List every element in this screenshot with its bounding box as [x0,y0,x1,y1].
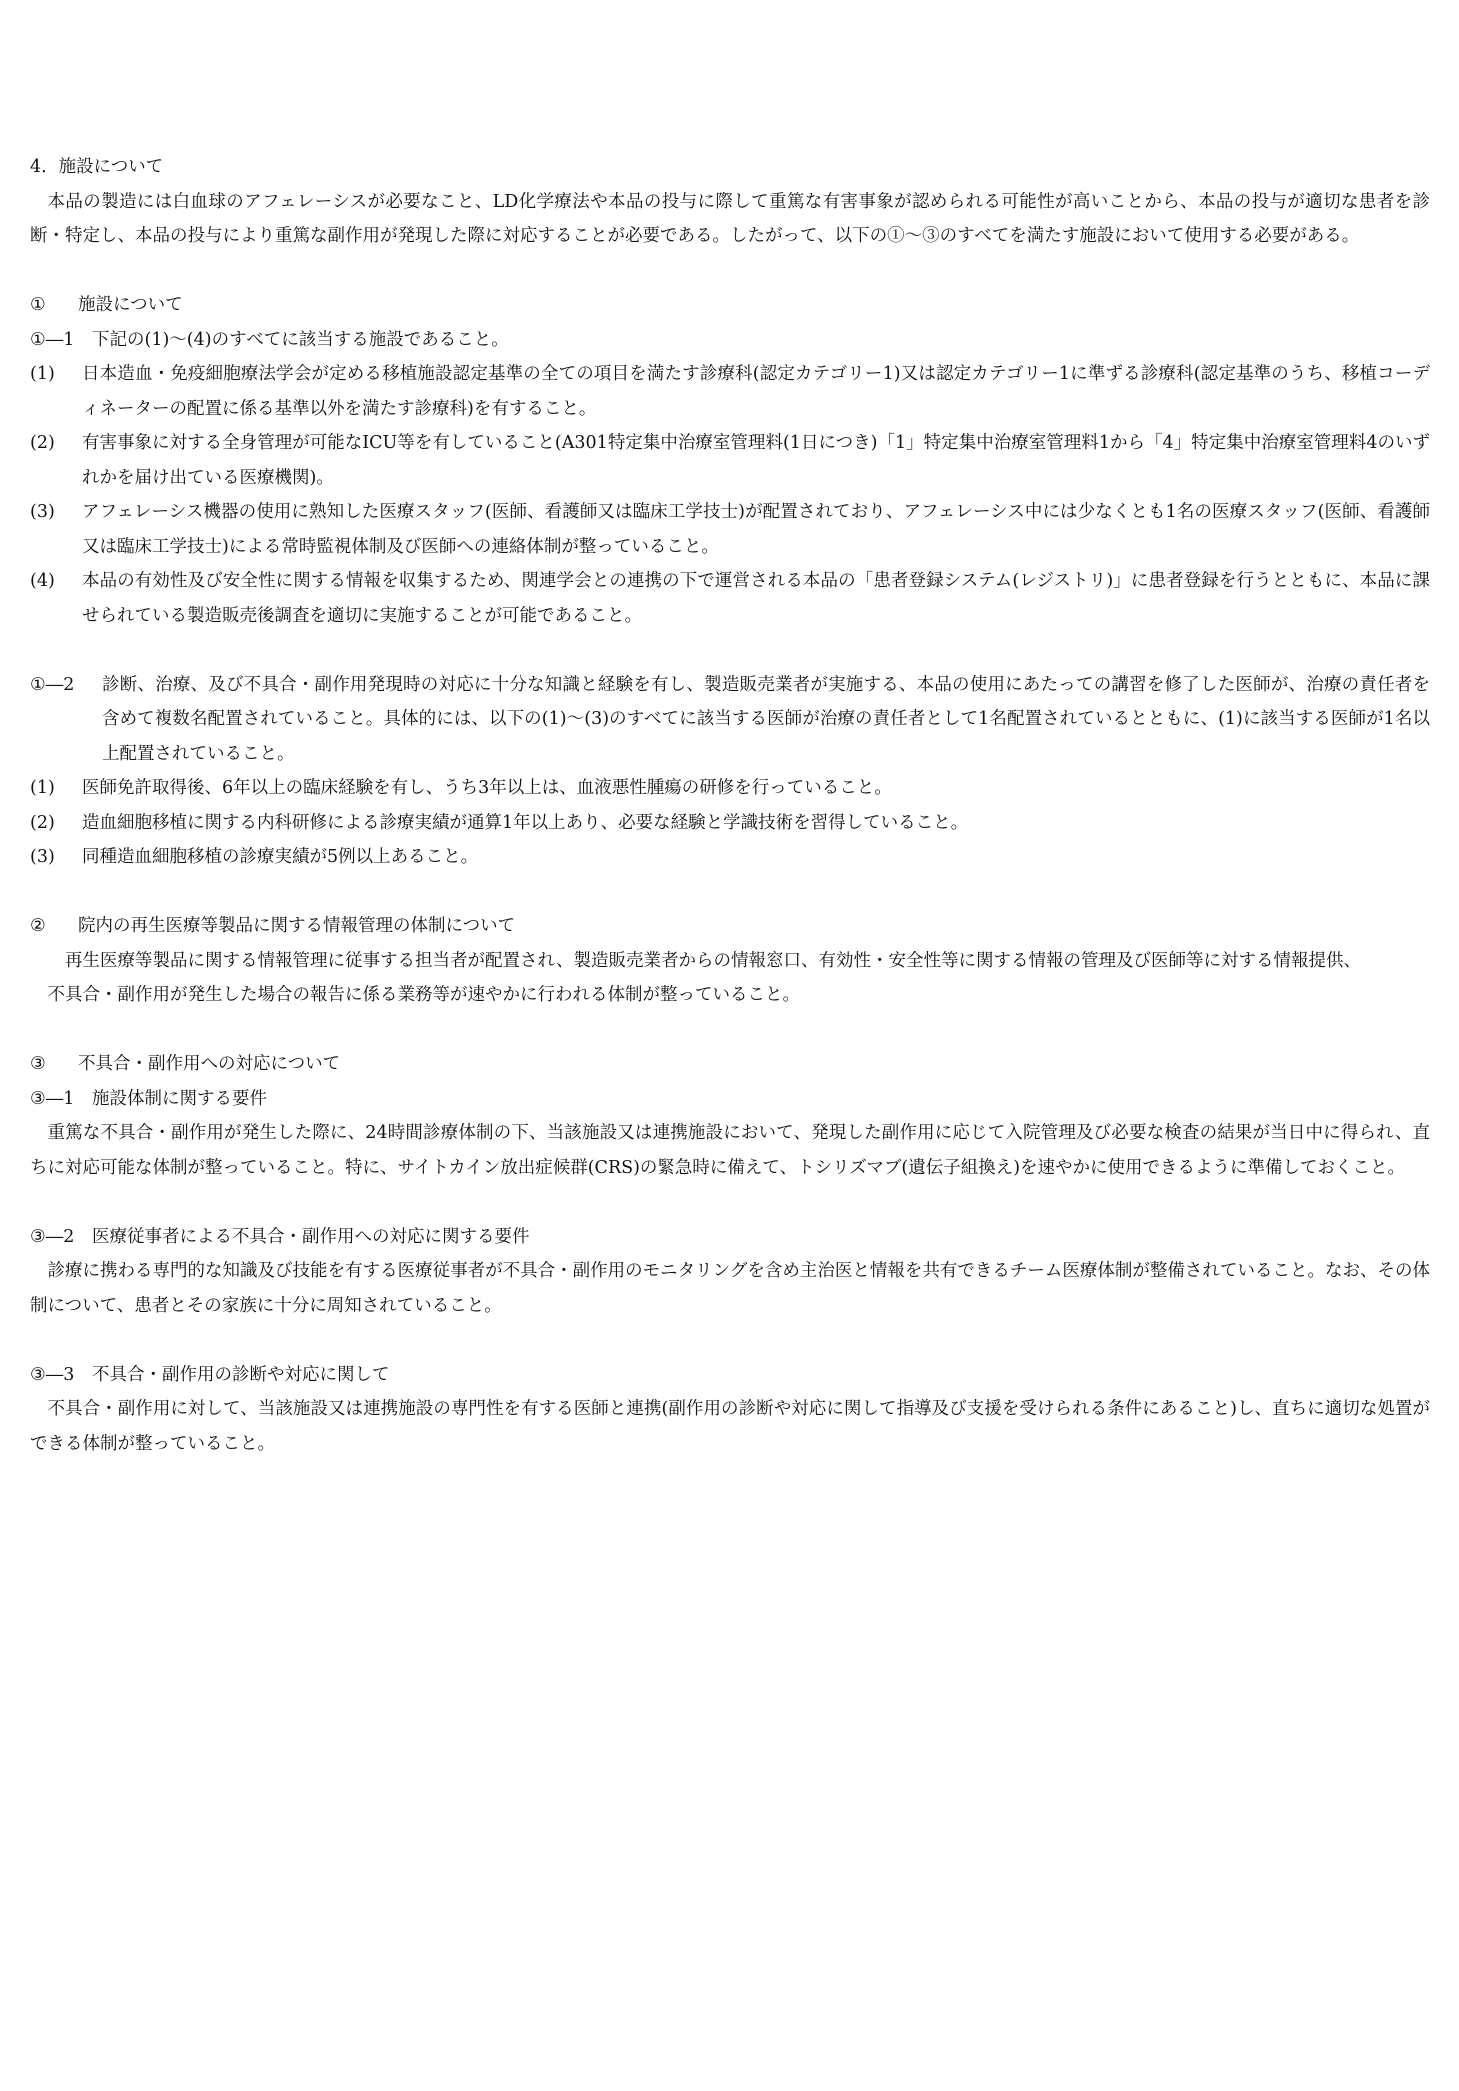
list-item [30,564,1430,633]
list-item-number: (3) [30,847,55,867]
subsection-3-3-title: 不具合・副作用の診断や対応に関して [92,1364,390,1385]
list-item-number: (2) [30,812,55,833]
list-item-text: 本品の有効性及び安全性に関する情報を収集するため、関連学会との連携の下で運営される本品の「患者登録システム(レジストリ)」に患者登録を行うとともに、本品に課せられている製造販売後調査を適切に実施することが可能であること。 [82,571,1430,626]
subsection-1-1-title: 下記の(1)～(4)のすべてに該当する施設であること。 [92,329,509,350]
subsection-1-1-heading [30,323,1430,358]
subsection-3-1-title: 施設体制に関する要件 [92,1088,267,1109]
subsection-1-2-title: 診断、治療、及び不具合・副作用発現時の対応に十分な知識と経験を有し、製造販売業者が実施する、本品の使用にあたっての講習を修了した医師が、治療の責任者を含めて複数名配置されていること。具体的には、以下の(1)～(3)のすべてに該当する医師が治療の責任者として1名配置されているとともに、(1)に該当する医師が1名以上配置されていること。 [102,674,1430,764]
spacer [30,1323,1430,1358]
section-2-body-line-2: 不具合・副作用が発生した場合の報告に係る業務等が速やかに行われる体制が整っていること。 [47,985,800,1005]
subsection-3-1-body: 重篤な不具合・副作用が発生した際に、24時間診療体制の下、当該施設又は連携施設において、発現した副作用に応じて入院管理及び必要な検査の結果が当日中に得られ、直ちに対応可能な体制が整っていること。特に、サイトカイン放出症候群(CRS)の緊急時に備えて、トシリズマブ(遺伝子組換え)を速やかに使用できるように準備しておくこと。 [30,1123,1430,1178]
section-1-title: 施設について [78,295,183,315]
list-item-text: 同種造血細胞移植の診療実績が5例以上あること。 [82,847,479,867]
subsection-1-2-heading [30,668,1430,772]
list-item [30,806,1430,841]
section-3-title: 不具合・副作用への対応について [78,1054,341,1074]
subsection-3-1-number: ③―1 [30,1088,75,1109]
spacer [30,254,1430,289]
subsection-3-2-number: ③―2 [30,1226,75,1247]
subsection-3-3-number: ③―3 [30,1364,75,1385]
intro-paragraph: 本品の製造には白血球のアフェレーシスが必要なこと、LD化学療法や本品の投与に際して重篤な有害事象が認められる可能性が高いことから、本品の投与が適切な患者を診断・特定し、本品の投与により重篤な副作用が発現した際に対応することが必要である。したがって、以下の①～③のすべてを満たす施設において使用する必要がある。 [30,191,1430,246]
list-item-text: 医師免許取得後、6年以上の臨床経験を有し、うち3年以上は、血液悪性腫瘍の研修を行っていること。 [82,778,892,798]
section-2-heading [30,909,1430,944]
section-2-title: 院内の再生医療等製品に関する情報管理の体制について [78,916,516,936]
list-item [30,357,1430,426]
subsection-1-2-number: ①―2 [30,674,75,695]
subsection-3-2-body: 診療に携わる専門的な知識及び技能を有する医療従事者が不具合・副作用のモニタリングを含め主治医と情報を共有できるチーム医療体制が整備されていること。なお、その体制について、患者とその家族に十分に周知されていること。 [30,1261,1430,1316]
subsection-3-3-heading [30,1358,1430,1393]
list-item [30,840,1430,875]
list-item-text: 日本造血・免疫細胞療法学会が定める移植施設認定基準の全ての項目を満たす診療科(認定カテゴリー1)又は認定カテゴリー1に準ずる診療科(認定基準のうち、移植コーディネーターの配置に係る基準以外を満たす診療科)を有すること。 [82,364,1430,419]
list-item [30,495,1430,564]
section-2-number: ② [30,916,46,936]
subsection-3-1-heading [30,1082,1430,1117]
section-3-heading [30,1047,1430,1082]
subsection-1-1-number: ①―1 [30,329,75,350]
section-1-heading [30,288,1430,323]
list-item-text: 造血細胞移植に関する内科研修による診療実績が通算1年以上あり、必要な経験と学識技術を習得していること。 [82,812,969,833]
list-item-number: (4) [30,571,55,591]
subsection-3-2-heading [30,1220,1430,1255]
section-1-number: ① [30,295,46,315]
document-page [30,150,1430,1461]
spacer [30,1185,1430,1220]
list-item-text: アフェレーシス機器の使用に熟知した医療スタッフ(医師、看護師又は臨床工学技士)が配置されており、アフェレーシス中には少なくとも1名の医療スタッフ(医師、看護師又は臨床工学技士)による常時監視体制及び医師への連絡体制が整っていること。 [82,502,1430,557]
list-item-number: (1) [30,364,55,384]
spacer [30,875,1430,910]
list-item [30,771,1430,806]
subsection-3-3-body: 不具合・副作用に対して、当該施設又は連携施設の専門性を有する医師と連携(副作用の診断や対応に関して指導及び支援を受けられる条件にあること)し、直ちに適切な処置ができる体制が整っていること。 [30,1399,1430,1454]
list-item [30,426,1430,495]
spacer [30,633,1430,668]
subsection-3-2-title: 医療従事者による不具合・副作用への対応に関する要件 [92,1226,530,1247]
section-title: 4．施設について [30,157,164,177]
list-item-number: (1) [30,778,55,798]
section-2-body-line-1: 再生医療等製品に関する情報管理に従事する担当者が配置され、製造販売業者からの情報窓口、有効性・安全性等に関する情報の管理及び医師等に対する情報提供、 [65,950,1362,971]
spacer [30,1013,1430,1048]
list-item-number: (3) [30,502,55,522]
list-item-text: 有害事象に対する全身管理が可能なICU等を有していること(A301特定集中治療室管理料(1日につき)「1」特定集中治療室管理料1から「4」特定集中治療室管理料4のいずれかを届け出ている医療機関)。 [82,433,1430,488]
list-item-number: (2) [30,433,55,453]
section-3-number: ③ [30,1054,46,1074]
